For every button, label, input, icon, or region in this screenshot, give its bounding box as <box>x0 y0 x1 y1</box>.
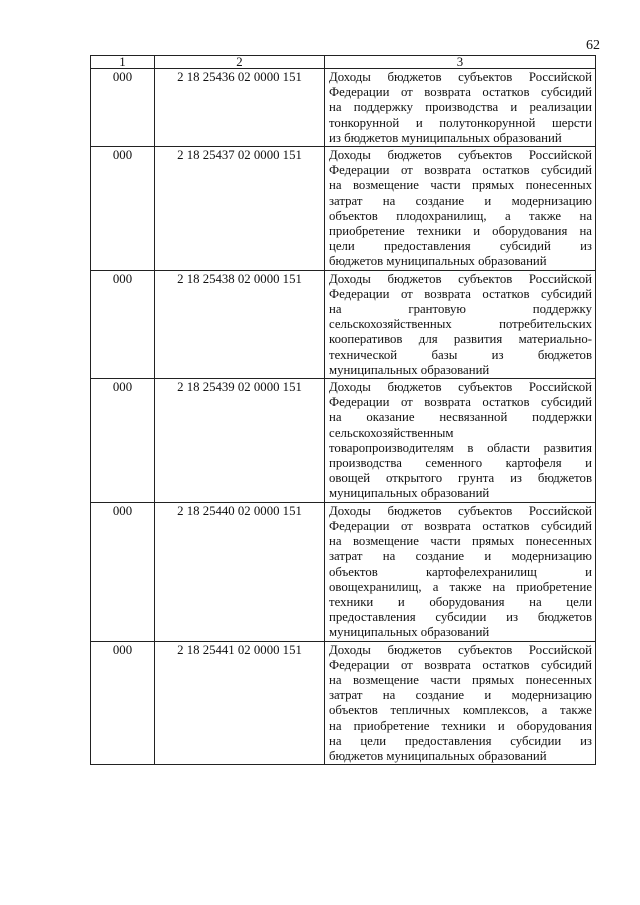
admin-code-cell: 000 <box>91 270 155 378</box>
description-line: Федерации от возврата остатков субсидий <box>329 518 592 533</box>
description-line: Федерации от возврата остатков субсидий <box>329 286 592 301</box>
budget-classification-code-cell: 2 18 25439 02 0000 151 <box>155 379 325 503</box>
table-row <box>91 69 596 147</box>
table-row <box>91 641 596 765</box>
description-line: кооперативов для развития материально- <box>329 332 592 347</box>
description-line: Федерации от возврата остатков субсидий <box>329 657 592 672</box>
description-line: товаропроизводителям в области развития <box>329 440 592 455</box>
admin-code-cell: 000 <box>91 379 155 503</box>
description-line: на приобретение техники и оборудования <box>329 718 592 733</box>
header-col-1: 1 <box>91 56 155 69</box>
budget-classification-code-cell: 2 18 25437 02 0000 151 <box>155 147 325 271</box>
description-line: на оказание несвязанной поддержки <box>329 410 592 425</box>
budget-classification-code-cell: 2 18 25436 02 0000 151 <box>155 69 325 147</box>
page-number: 62 <box>586 38 600 53</box>
header-col-2: 2 <box>155 56 325 69</box>
revenue-description-cell <box>325 147 596 271</box>
description-line: затрат на создание и модернизацию <box>329 549 592 564</box>
header-col-3: 3 <box>325 56 596 69</box>
description-line: на грантовую поддержку <box>329 302 592 317</box>
description-line: овощей открытого грунта из бюджетов <box>329 471 592 486</box>
description-line: сельскохозяйственным <box>329 425 454 440</box>
description-line: затрат на создание и модернизацию <box>329 688 592 703</box>
admin-code-cell: 000 <box>91 69 155 147</box>
header-row <box>91 56 596 69</box>
description-line: Доходы бюджетов субъектов Российской <box>329 148 592 163</box>
description-line: из бюджетов муниципальных образований <box>329 130 562 145</box>
description-line: на цели предоставления субсидии из <box>329 733 592 748</box>
description-line: бюджетов муниципальных образований <box>329 748 547 763</box>
budget-classification-code-cell: 2 18 25440 02 0000 151 <box>155 502 325 641</box>
description-line: овощехранилищ, а также на приобретение <box>329 579 592 594</box>
description-line: Доходы бюджетов субъектов Российской <box>329 271 592 286</box>
description-line: на поддержку производства и реализации <box>329 100 592 115</box>
description-line: Доходы бюджетов субъектов Российской <box>329 642 592 657</box>
admin-code-cell: 000 <box>91 147 155 271</box>
description-line: сельскохозяйственных потребительских <box>329 317 592 332</box>
admin-code-cell: 000 <box>91 502 155 641</box>
description-line: цели предоставления субсидий из <box>329 239 592 254</box>
description-line: на возмещение части прямых понесенных <box>329 534 592 549</box>
description-line: Федерации от возврата остатков субсидий <box>329 163 592 178</box>
table-row <box>91 502 596 641</box>
admin-code-cell: 000 <box>91 641 155 765</box>
budget-classification-code-cell: 2 18 25438 02 0000 151 <box>155 270 325 378</box>
revenue-description-cell <box>325 502 596 641</box>
description-line: Доходы бюджетов субъектов Российской <box>329 70 592 84</box>
description-line: муниципальных образований <box>329 362 490 377</box>
description-line: Доходы бюджетов субъектов Российской <box>329 380 592 395</box>
description-line: техники и оборудования на цели <box>329 594 592 609</box>
description-line: бюджетов муниципальных образований <box>329 254 547 269</box>
description-line: муниципальных образований <box>329 486 490 501</box>
revenue-description-cell <box>325 641 596 765</box>
table-row <box>91 379 596 503</box>
table-row <box>91 147 596 271</box>
description-line: тонкорунной и полутонкорунной шерсти <box>329 115 592 130</box>
description-line: предоставления субсидии из бюджетов <box>329 610 592 625</box>
description-line: на возмещение части прямых понесенных <box>329 178 592 193</box>
description-line: Федерации от возврата остатков субсидий <box>329 395 592 410</box>
description-line: приобретение техники и оборудования на <box>329 224 592 239</box>
revenue-codes-table <box>90 55 596 765</box>
revenue-description-cell <box>325 69 596 147</box>
description-line: объектов тепличных комплексов, а также <box>329 703 592 718</box>
description-line: объектов плодохранилищ, а также на <box>329 208 592 223</box>
description-line: Доходы бюджетов субъектов Российской <box>329 503 592 518</box>
description-line: объектов картофелехранилищ и <box>329 564 592 579</box>
description-line: Федерации от возврата остатков субсидий <box>329 85 592 100</box>
revenue-description-cell <box>325 379 596 503</box>
revenue-description-cell <box>325 270 596 378</box>
description-line: технической базы из бюджетов <box>329 347 592 362</box>
description-line: затрат на создание и модернизацию <box>329 193 592 208</box>
table-row <box>91 270 596 378</box>
description-line: муниципальных образований <box>329 625 490 640</box>
description-line: производства семенного картофеля и <box>329 456 592 471</box>
budget-classification-code-cell: 2 18 25441 02 0000 151 <box>155 641 325 765</box>
description-line: на возмещение части прямых понесенных <box>329 672 592 687</box>
